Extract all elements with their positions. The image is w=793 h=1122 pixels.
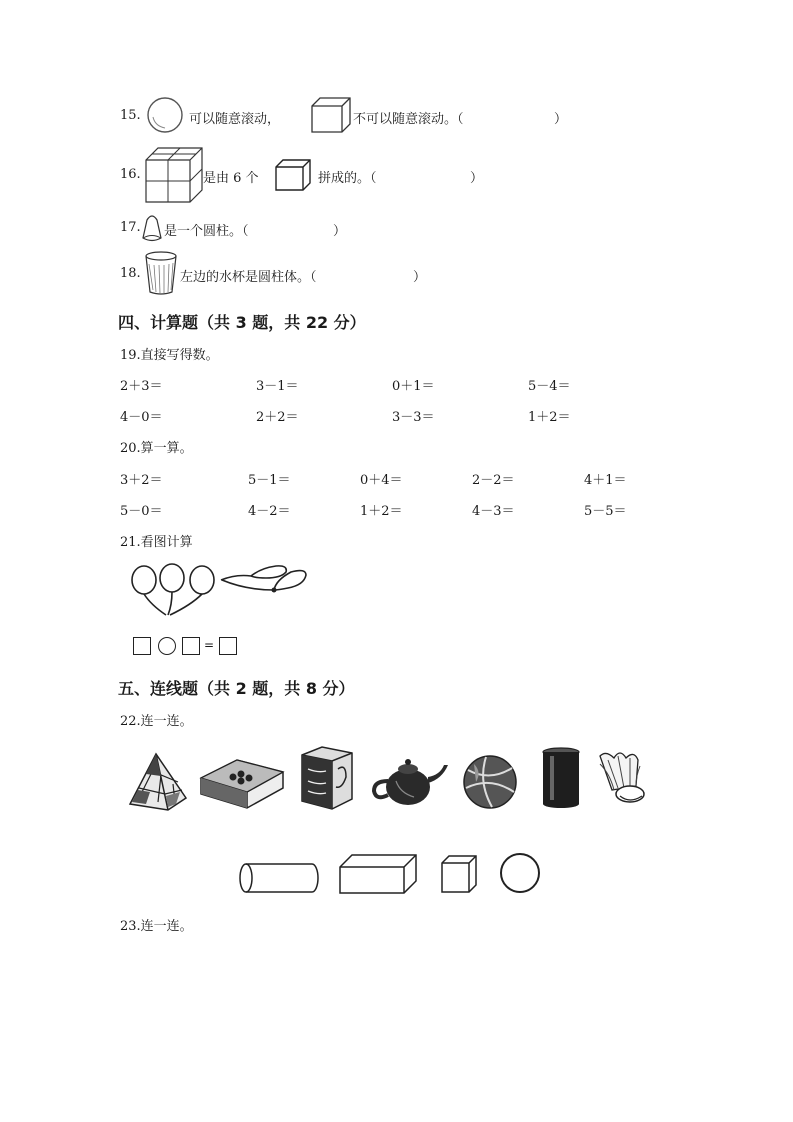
question-18 [120, 266, 141, 281]
cup-icon [143, 250, 179, 296]
q19-r1-c3: 0＋1＝ [392, 379, 435, 394]
q15-answer-close: ） [554, 112, 568, 127]
sphere-icon [145, 95, 185, 135]
q20-r1-c5: 4＋1＝ [584, 473, 627, 488]
answer-box-1[interactable] [133, 637, 151, 655]
q20-title: 20.算一算。 [120, 441, 193, 456]
q20-r1-c3: 0＋4＝ [360, 473, 403, 488]
answer-box-result[interactable] [219, 637, 237, 655]
can-icon [540, 746, 582, 810]
q19-r2-c2: 2＋2＝ [256, 410, 299, 425]
teapot-icon [370, 753, 450, 809]
answer-box-2[interactable] [182, 637, 200, 655]
q19-r1-c1: 2＋3＝ [120, 379, 163, 394]
circle-icon [498, 851, 542, 895]
q20-r2-c4: 4－3＝ [472, 504, 515, 519]
milk-carton-icon [300, 743, 354, 811]
question-number: 16. [120, 167, 141, 182]
cone-icon [141, 210, 163, 244]
q21-title: 21.看图计算 [120, 535, 193, 550]
section-5-heading: 五、连线题（共 2 题，共 8 分） [118, 679, 355, 698]
question-17 [120, 220, 141, 235]
q16-answer-close: ） [470, 171, 484, 186]
question-15 [120, 108, 141, 123]
question-number: 18. [120, 266, 141, 281]
q19-r2-c4: 1＋2＝ [528, 410, 571, 425]
q20-r1-c1: 3＋2＝ [120, 473, 163, 488]
pyramid-toy-icon [128, 752, 188, 812]
brick-icon [199, 756, 285, 810]
q19-title: 19.直接写得数。 [120, 348, 219, 363]
q23-title: 23.连一连。 [120, 919, 193, 934]
q19-r1-c2: 3－1＝ [256, 379, 299, 394]
q15-text-a: 可以随意滚动， [189, 112, 281, 127]
q17-answer-close: ） [333, 224, 347, 239]
q16-text-a: 是由 6 个 [203, 171, 259, 186]
q22-title: 22.连一连。 [120, 714, 193, 729]
q19-r2-c3: 3－3＝ [392, 410, 435, 425]
stacked-cubes-icon [144, 146, 204, 204]
q20-r2-c3: 1＋2＝ [360, 504, 403, 519]
small-cube-icon [440, 854, 478, 894]
cylinder-icon [238, 858, 320, 898]
q17-text-a: 是一个圆柱。（ [164, 224, 249, 239]
operator-circle[interactable] [158, 637, 176, 655]
question-number: 15. [120, 108, 141, 123]
cube-icon [274, 158, 312, 192]
cuboid-icon [338, 853, 418, 895]
q20-r1-c2: 5－1＝ [248, 473, 291, 488]
q16-text-b: 拼成的。（ [318, 171, 377, 186]
cube-icon [310, 96, 352, 134]
q19-r1-c4: 5－4＝ [528, 379, 571, 394]
balloons-icon [126, 560, 312, 620]
section-4-heading: 四、计算题（共 3 题，共 22 分） [118, 313, 366, 332]
q15-text-b: 不可以随意滚动。（ [353, 112, 464, 127]
q18-text-a: 左边的水杯是圆柱体。（ [180, 270, 317, 285]
question-16 [120, 167, 141, 182]
q18-answer-close: ） [413, 270, 427, 285]
ball-icon [462, 754, 518, 810]
q19-r2-c1: 4－0＝ [120, 410, 163, 425]
q20-r1-c4: 2－2＝ [472, 473, 515, 488]
shuttlecock-icon [596, 746, 650, 808]
q20-r2-c2: 4－2＝ [248, 504, 291, 519]
question-number: 17. [120, 220, 141, 235]
q20-r2-c1: 5－0＝ [120, 504, 163, 519]
q20-r2-c5: 5－5＝ [584, 504, 627, 519]
equals-sign: = [204, 638, 215, 652]
